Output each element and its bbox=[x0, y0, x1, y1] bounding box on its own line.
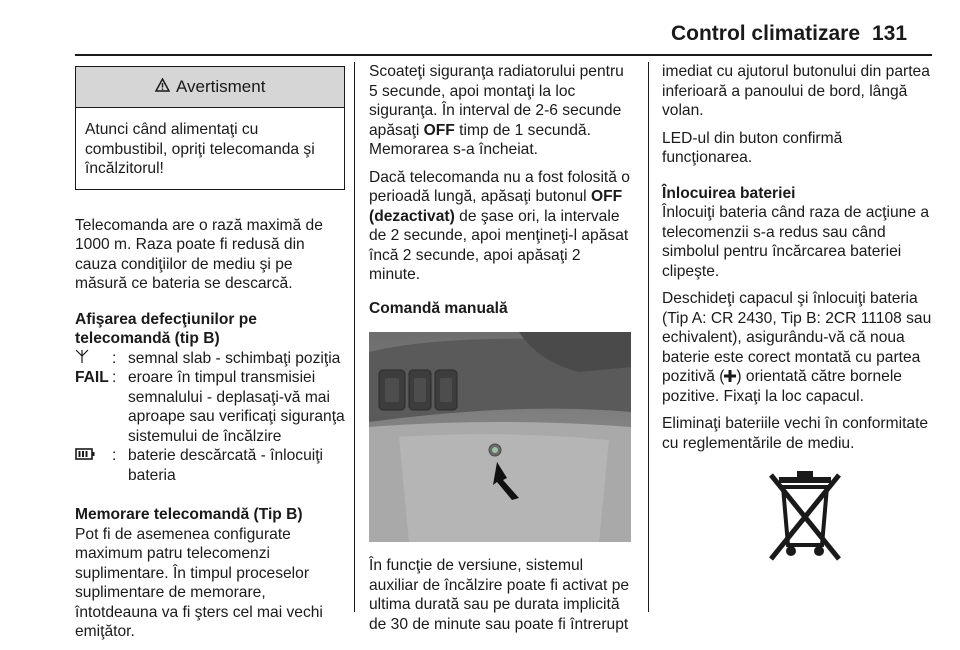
paragraph-button-location: imediat cu ajutorul butonului din partea inferioară a panoului de bord, lângă volan. bbox=[662, 63, 930, 119]
paragraph-fuse bbox=[369, 62, 635, 160]
page-header-title: Control climatizare bbox=[670, 22, 860, 45]
text-span: Deschideţi capacul şi înlocuiţi bateria (Tip A: CR 2430, Tip B: 2CR 11108 sau echivalent), asigurându-vă că noua baterie este corect montată cu partea pozitivă ( bbox=[662, 290, 932, 385]
section-heading-manual: Comandă manuală bbox=[369, 299, 508, 317]
text-span: Dacă telecomanda nu a fost folosită o perioadă lungă, apăsaţi butonul bbox=[369, 168, 630, 205]
column-2 bbox=[369, 62, 635, 642]
definition-colon: : bbox=[112, 447, 117, 464]
column-3 bbox=[662, 62, 934, 567]
warning-header bbox=[76, 67, 344, 108]
off-label: OFF bbox=[423, 121, 455, 139]
paragraph-version: În funcţie de versiune, sistemul auxiliar de încălzire poate fi activat pe ultima durată sau pe durata implicită de 30 de minute sau poate fi întrerupt bbox=[369, 557, 630, 633]
column-divider-1 bbox=[354, 62, 355, 612]
warning-title: Avertisment bbox=[176, 77, 266, 96]
text-span: Scoateţi siguranţa radiatorului pentru 5 secunde, apoi montaţi la loc siguranţa. În interval de 2-6 secunde apăsaţi bbox=[369, 63, 624, 139]
column-divider-2 bbox=[648, 62, 649, 612]
warning-body: Atunci când alimentaţi cu combustibil, opriţi telecomanda şi încălzitorul! bbox=[85, 121, 315, 177]
dashboard-button-photo bbox=[369, 332, 631, 542]
definition-list bbox=[75, 349, 345, 486]
paragraph-battery-replace: Înlocuiţi bateria când raza de acţiune a telecomenzii s-a redus sau când simbolul pentru încărcarea bateriei clipeşte. bbox=[662, 204, 929, 280]
plus-icon bbox=[724, 370, 736, 382]
header-rule bbox=[75, 54, 932, 56]
definition-text: eroare în timpul transmisiei semnalului - deplasaţi-vă mai aproape sau verificaţi siguranţa sistemului de încălzire bbox=[128, 369, 345, 445]
definition-colon: : bbox=[112, 349, 117, 367]
paragraph-battery-open bbox=[662, 289, 934, 406]
page-number: 131 bbox=[872, 22, 908, 45]
paragraph-range: Telecomanda are o rază maximă de 1000 m. Raza poate fi redusă din cauza condiţiilor de mediu şi pe măsură ce bateria se descarcă. bbox=[75, 216, 323, 292]
section-heading-fault-display: Afişarea defecţiunilor pe telecomandă (tip B) bbox=[75, 310, 257, 347]
definition-text: semnal slab - schimbaţi poziţia bbox=[128, 349, 341, 367]
definition-colon: : bbox=[112, 369, 117, 386]
column-1 bbox=[75, 62, 345, 650]
definition-item bbox=[75, 446, 345, 485]
crossed-bin-icon bbox=[765, 467, 845, 567]
paragraph-disposal: Eliminaţi bateriile vechi în conformitate cu reglementările de mediu. bbox=[662, 415, 929, 452]
definition-text: baterie descărcată - înlocuiţi bateria bbox=[128, 447, 324, 484]
battery-icon bbox=[75, 446, 112, 485]
definition-item bbox=[75, 368, 345, 446]
off-deactivated-label: OFF (dezactivat) bbox=[369, 188, 623, 225]
text-span: ) orientată către bornele pozitive. Fixaţi la loc capacul. bbox=[662, 368, 902, 405]
section-heading-memorize: Memorare telecomandă (Tip B) bbox=[75, 506, 303, 523]
paragraph-long-unused bbox=[369, 168, 635, 285]
definition-key: FAIL bbox=[75, 369, 109, 386]
warning-triangle-icon bbox=[155, 79, 174, 96]
warning-box bbox=[75, 66, 345, 190]
signal-antenna-icon bbox=[75, 349, 112, 369]
definition-item bbox=[75, 349, 345, 369]
paragraph-memorize: Pot fi de asemenea configurate maximum patru telecomenzi suplimentare. În timpul proceselor suplimentare de memorare, întotdeauna va fi şters cel mai vechi emiţător. bbox=[75, 525, 323, 640]
text-span: de şase ori, la intervale de 2 secunde, apoi menţineţi-l apăsat încă 2 secunde, apoi apăsaţi 2 minute. bbox=[369, 207, 629, 283]
text-span: timp de 1 secundă. Memorarea s-a încheiat. bbox=[369, 121, 591, 158]
paragraph-led: LED-ul din buton confirmă funcţionarea. bbox=[662, 129, 843, 166]
section-heading-battery: Înlocuirea bateriei bbox=[662, 184, 796, 202]
